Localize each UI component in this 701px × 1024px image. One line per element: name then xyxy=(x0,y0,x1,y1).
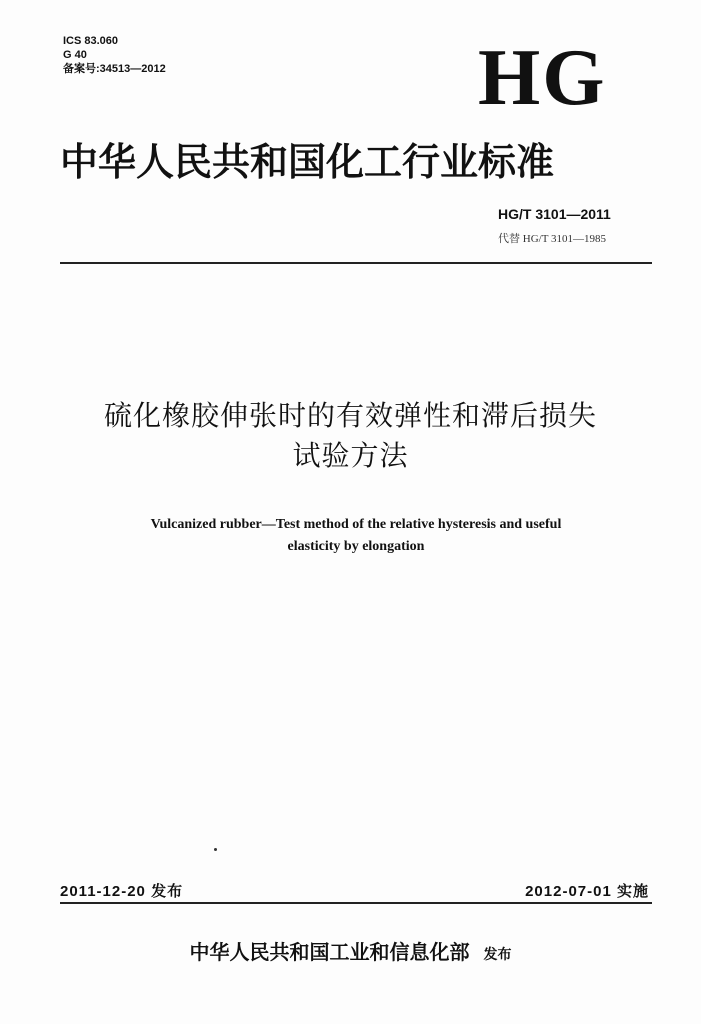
standard-number: HG/T 3101—2011 xyxy=(498,206,611,222)
bottom-divider xyxy=(60,902,652,904)
english-title xyxy=(60,514,652,558)
hg-logo: HG xyxy=(478,34,607,122)
filing-number: 备案号:34513—2012 xyxy=(63,63,166,75)
chinese-title-line-1: 硫化橡胶伸张时的有效弹性和滞后损失 xyxy=(103,399,597,432)
issue-date-block xyxy=(60,880,183,901)
publisher-suffix: 发布 xyxy=(483,947,512,963)
standard-type-heading: 中华人民共和国化工行业标准 xyxy=(60,139,555,184)
classification-block xyxy=(63,34,166,76)
top-divider xyxy=(60,262,652,264)
replaces-standard: 代替 HG/T 3101—1985 xyxy=(498,233,606,245)
english-title-line-2: elasticity by elongation xyxy=(287,539,425,554)
publisher-line xyxy=(0,938,701,969)
implement-label: 实施 xyxy=(616,883,649,900)
scan-speck xyxy=(214,848,217,851)
implement-date-block xyxy=(525,880,649,901)
english-title-line-1: Vulcanized rubber—Test method of the relative hysteresis and useful xyxy=(150,517,562,532)
ccs-code: G 40 xyxy=(63,49,87,61)
ics-code: ICS 83.060 xyxy=(63,35,119,47)
implement-date: 2012-07-01 xyxy=(525,883,612,900)
issue-date: 2011-12-20 xyxy=(60,883,146,900)
publisher-name: 中华人民共和国工业和信息化部 xyxy=(189,940,470,964)
issue-label: 发布 xyxy=(151,883,184,900)
chinese-title-line-2: 试验方法 xyxy=(292,439,409,472)
chinese-title xyxy=(0,396,701,476)
